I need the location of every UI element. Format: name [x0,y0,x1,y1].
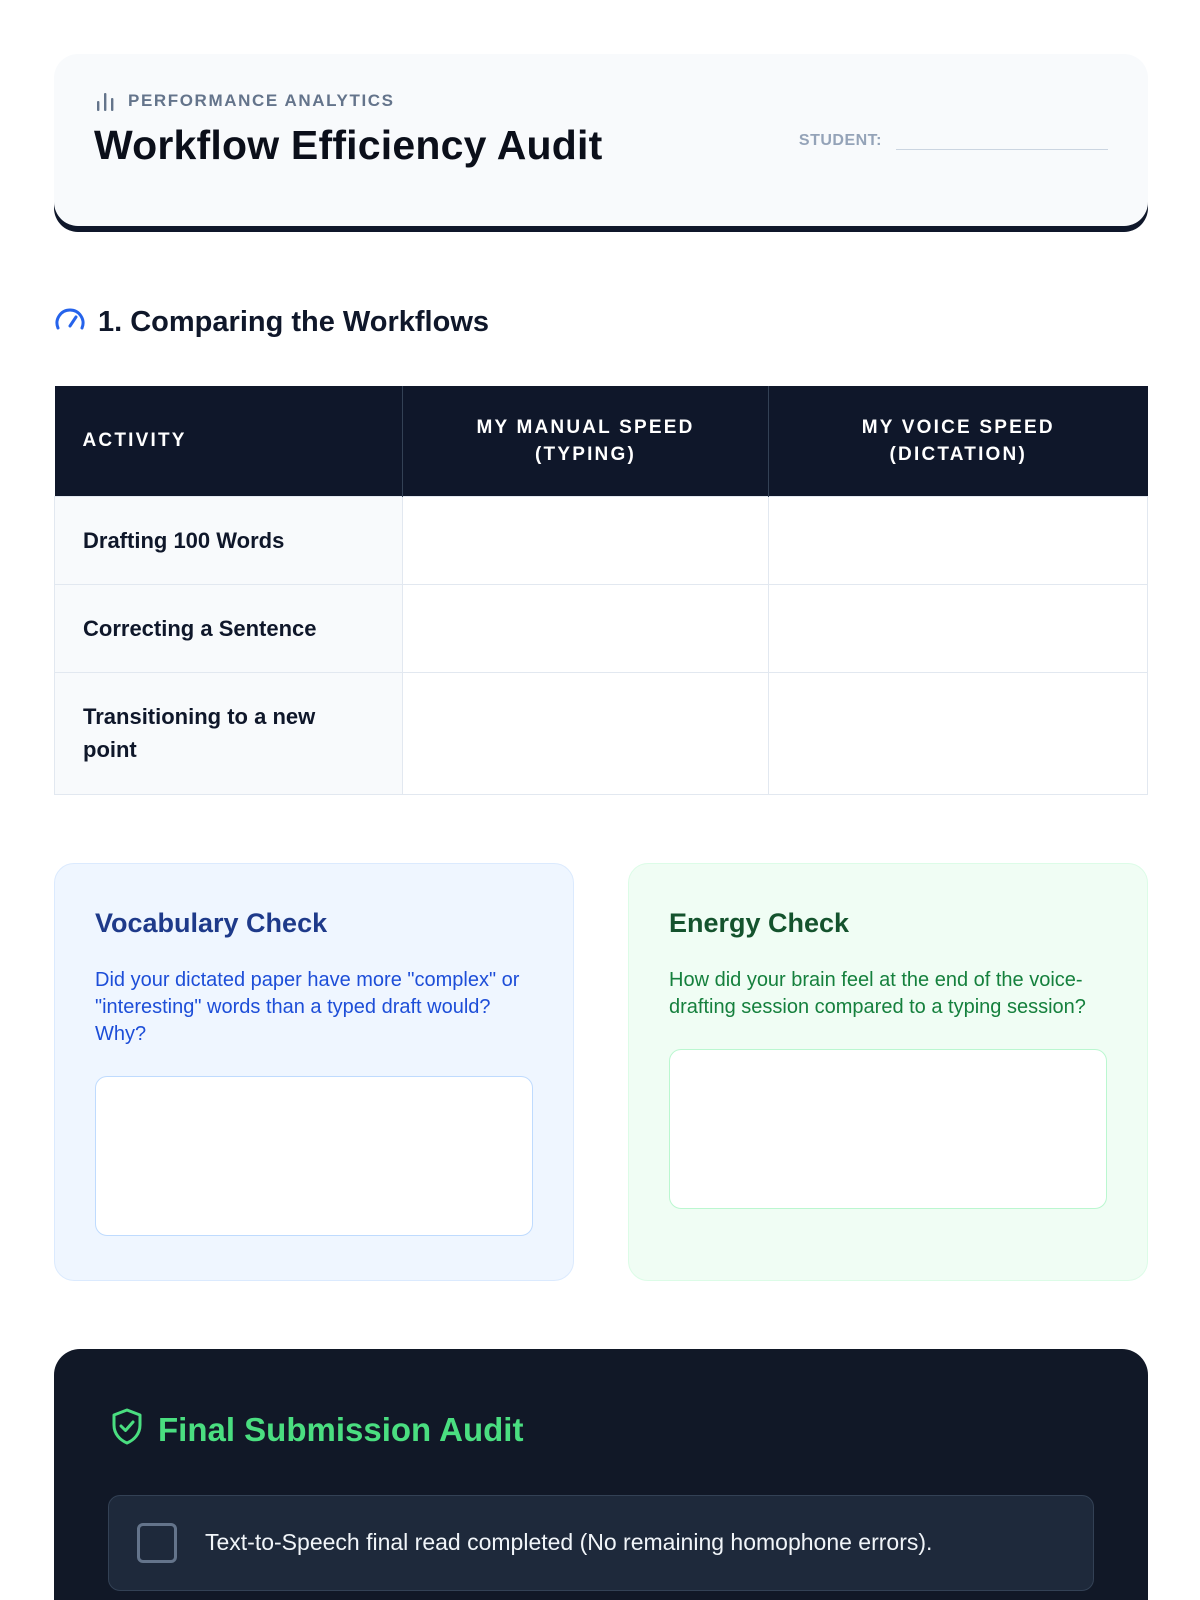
final-audit-heading [108,1407,1094,1453]
audit-item-label: Text-to-Speech final read completed (No remaining homophone errors). [205,1529,933,1555]
audit-checkbox[interactable] [137,1523,177,1563]
page-title: Workflow Efficiency Audit [94,122,603,168]
activity-cell: Correcting a Sentence [55,584,403,672]
manual-speed-cell[interactable] [403,584,769,672]
vocabulary-answer-input[interactable] [95,1076,533,1236]
energy-check-title: Energy Check [669,907,850,938]
vocabulary-check-title: Vocabulary Check [95,907,328,938]
energy-check-question: How did your brain feel at the end of the voice-drafting session compared to a typing session? [669,968,1086,1018]
section-heading [54,302,1146,342]
audit-checklist-item[interactable] [108,1495,1094,1591]
header-card [54,54,1148,226]
student-field [799,126,1108,150]
energy-answer-input[interactable] [669,1049,1107,1209]
voice-speed-cell[interactable] [769,584,1148,672]
activity-cell: Drafting 100 Words [55,496,403,584]
table-row [55,584,1148,672]
table-row [55,672,1148,794]
column-header-activity: ACTIVITY [55,386,403,496]
voice-speed-cell[interactable] [769,672,1148,794]
final-audit-title: Final Submission Audit [158,1410,524,1448]
column-header-manual-speed: MY MANUAL SPEED (TYPING) [403,386,769,496]
table-row [55,496,1148,584]
eyebrow-text: PERFORMANCE ANALYTICS [128,91,395,110]
eyebrow [94,90,1108,112]
manual-speed-cell[interactable] [403,496,769,584]
energy-check-card [628,863,1148,1281]
final-submission-audit [54,1349,1148,1600]
speedometer-icon [54,302,86,342]
student-name-input[interactable] [896,126,1108,150]
workflow-comparison-table [54,386,1148,795]
student-label: STUDENT: [798,132,882,149]
vocabulary-check-card [54,863,574,1281]
vocabulary-check-question: Did your dictated paper have more "complex" or "interesting" words than a typed draft would? Why? [95,968,520,1045]
column-header-voice-speed: MY VOICE SPEED (DICTATION) [769,386,1148,496]
manual-speed-cell[interactable] [403,672,769,794]
bar-chart-icon [94,90,116,112]
activity-cell: Transitioning to a new point [55,672,403,794]
table-header-row [55,386,1148,496]
section-title: 1. Comparing the Workflows [98,305,490,338]
shield-check-icon [110,1407,144,1453]
voice-speed-cell[interactable] [769,496,1148,584]
reflection-checks [54,863,1146,1281]
